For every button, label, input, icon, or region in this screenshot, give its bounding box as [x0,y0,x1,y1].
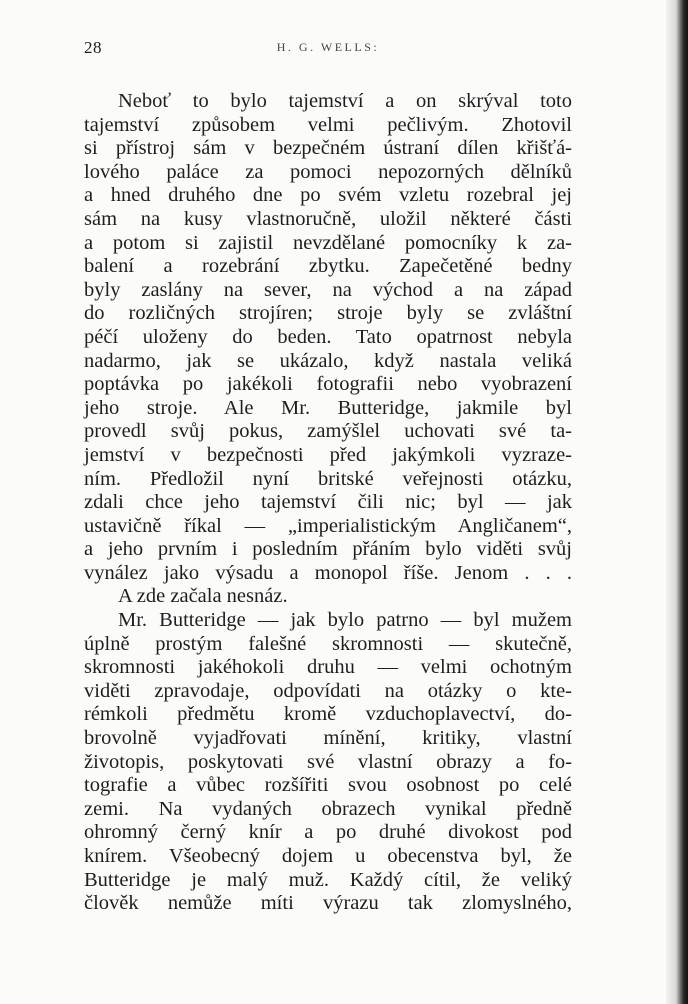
page-number: 28 [84,38,102,57]
text-line: zdali chce jeho tajemství čili nic; byl — jak [84,491,572,514]
text-line: tajemství způsobem velmi pečlivým. Zhotovil [84,113,572,136]
text-line: byly zaslány na sever, na východ a na západ [84,278,572,301]
text-line: tografie a vůbec rozšířiti svou osobnost po celé [84,774,572,797]
text-line: úplně prostým falešné skromnosti — skutečně, [84,632,572,655]
text-line: Mr. Butteridge — jak bylo patrno — byl mužem [118,609,572,632]
text-line: a jeho prvním i posledním přáním bylo viděti svůj [84,538,572,561]
text-line: a potom si zajistil nevzdělané pomocníky k za- [84,231,572,254]
text-line: zemi. Na vydaných obrazech vynikal předně [84,797,572,820]
text-line: a hned druhého dne po svém vzletu rozebral jej [84,184,572,207]
text-line: brovolně vyjadřovati mínění, kritiky, vlastní [84,727,572,750]
text-line: vynález jako výsadu a monopol říše. Jenom . . . [84,561,572,584]
text-line: do rozličných strojíren; stroje byly se zvláštní [84,302,572,325]
page-binding-shadow [666,0,688,1004]
text-line: si přístroj sám v bezpečném ústraní dílen křišťá- [84,137,572,160]
text-line: provedl svůj pokus, zamýšlel uchovati své ta- [84,420,572,443]
text-line: lového paláce za pomoci nepozorných dělníků [84,160,572,183]
text-line: ohromný černý knír a po druhé divokost pod [84,821,572,844]
text-line: sám na kusy vlastnoručně, uložil některé části [84,207,572,230]
text-line: Neboť to bylo tajemství a on skrýval toto [118,90,572,112]
text-line: člověk nemůže míti výrazu tak zlomyslného, [84,892,572,915]
text-line: péčí uloženy do beden. Tato opatrnost nebyla [84,325,572,348]
text-line: nadarmo, jak se ukázalo, když nastala veliká [84,349,572,372]
running-title: H. G. WELLS: [276,40,380,54]
text-line: ustavičně říkal — „imperialistickým Angličanem“, [84,514,572,537]
body-text [84,90,572,916]
text-line: knírem. Všeobecný dojem u obecenstva byl, že [84,845,572,867]
text-line: jemství v bezpečnosti před jakýmkoli vyzraze- [84,443,572,466]
text-line: viděti zpravodaje, odpovídati na otázky o kte- [84,679,572,702]
text-line: jeho stroje. Ale Mr. Butteridge, jakmile byl [84,396,572,419]
text-line: Butteridge je malý muž. Každý cítil, že veliký [84,868,572,891]
text-line: skromnosti jakéhokoli druhu — velmi ochotným [84,656,572,679]
text-line: ním. Předložil nyní britské veřejnosti otázku, [84,467,572,490]
text-line: balení a rozebrání zbytku. Zapečetěné bedny [84,255,572,278]
text-line: životopis, poskytovati své vlastní obrazy a fo- [84,750,572,773]
text-line: A zde začala nesnáz. [118,585,288,608]
text-line: rémkoli předmětu kromě vzduchoplavectví, do- [84,703,572,726]
text-line: poptávka po jakékoli fotografii nebo vyobrazení [84,373,572,396]
running-header [84,38,572,60]
